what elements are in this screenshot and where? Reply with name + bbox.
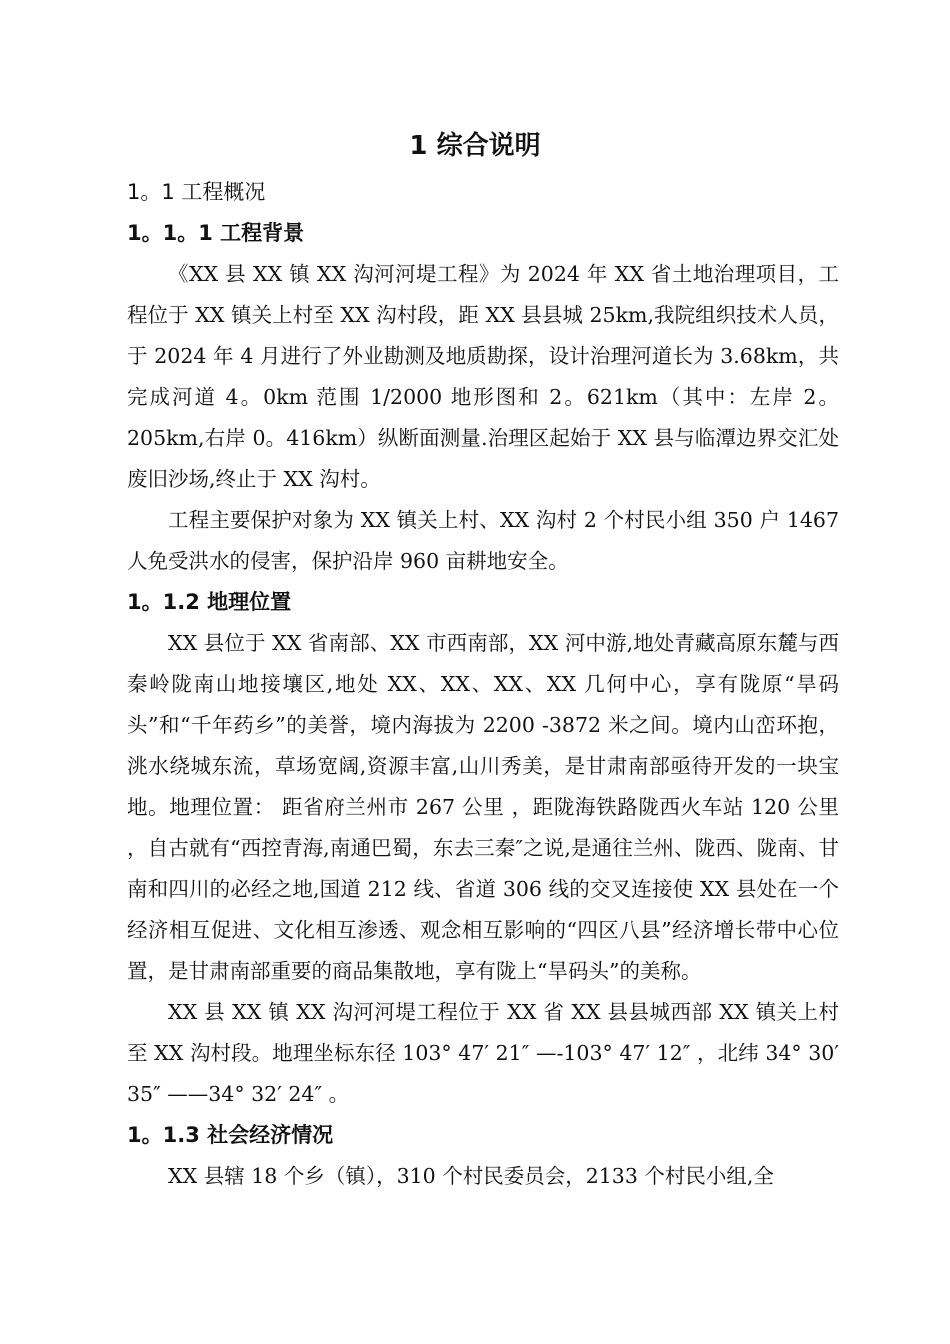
section-heading-1-1-1: 1。1。1 工程背景 bbox=[127, 221, 305, 245]
section-heading-1-1-2: 1。1.2 地理位置 bbox=[127, 590, 292, 614]
section-heading-1-1-3: 1。1.3 社会经济情况 bbox=[127, 1123, 334, 1147]
paragraph-background-2: 工程主要保护对象为 XX 镇关上村、XX 沟村 2 个村民小组 350 户 1467 人免受洪水的侵害，保护沿岸 960 亩耕地安全。 bbox=[127, 508, 839, 573]
chapter-title: 1 综合说明 bbox=[409, 131, 541, 161]
paragraph-location-2: XX 县 XX 镇 XX 沟河河堤工程位于 XX 省 XX 县县城西部 XX 镇关上村至 XX 沟村段。地理坐标东径 103° 47′ 21″ —-103° 47′ 12″ ，北纬 34° 30′ 35″ ——34° 32′ 24″ 。 bbox=[127, 1000, 839, 1106]
section-heading-1-1: 1。1 工程概况 bbox=[127, 180, 266, 204]
paragraph-background-1: 《XX 县 XX 镇 XX 沟河河堤工程》为 2024 年 XX 省土地治理项目，工程位于 XX 镇关上村至 XX 沟村段，距 XX 县县城 25km,我院组织技术人员，于 2024 年 4 月进行了外业勘测及地质勘探，设计治理河道长为 3.68km，共完成河道 4。0km 范围 1/2000 地形图和 2。621km（其中：左岸 2。205km,右岸 0。416km）纵断面测量.治理区起始于 XX 县与临潭边界交汇处废旧沙场,终止于 XX 沟村。 bbox=[127, 262, 839, 491]
paragraph-location-1: XX 县位于 XX 省南部、XX 市西南部，XX 河中游,地处青藏高原东麓与西秦岭陇南山地接壤区,地处 XX、XX、XX、XX 几何中心，享有陇原“旱码头”和“千年药乡”的美誉，境内海拔为 2200 -3872 米之间。境内山峦环抱，洮水绕城东流，草场宽阔,资源丰富,山川秀美，是甘肃南部亟待开发的一块宝地。地理位置： 距省府兰州市 267 公里 ，距陇海铁路陇西火车站 120 公里 ，自古就有“西控青海,南通巴蜀，东去三秦″之说,是通往兰州、陇西、陇南、甘南和四川的必经之地,国道 212 线、省道 306 线的交叉连接使 XX 县处在一个经济相互促进、文化相互渗透、观念相互影响的“四区八县”经济增长带中心位置，是甘肃南部重要的商品集散地，享有陇上“旱码头”的美称。 bbox=[127, 631, 839, 983]
document-body bbox=[127, 172, 839, 1197]
paragraph-economy-1: XX 县辖 18 个乡（镇），310 个村民委员会，2133 个村民小组,全 bbox=[168, 1164, 774, 1188]
